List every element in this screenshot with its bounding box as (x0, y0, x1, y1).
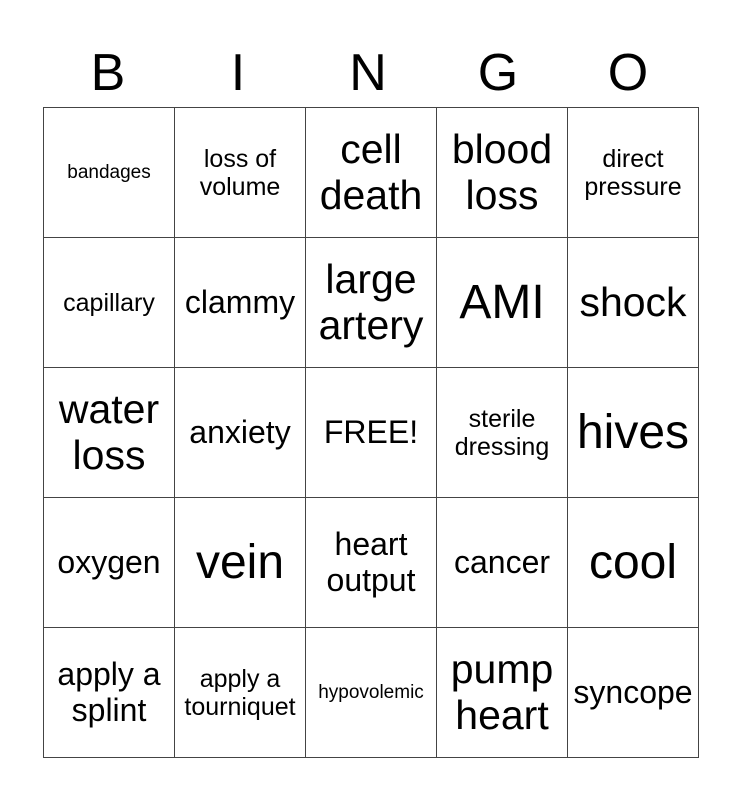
bingo-cell[interactable] (306, 238, 437, 368)
bingo-cell[interactable] (175, 108, 306, 238)
cell-label: pump heart (450, 645, 554, 738)
bingo-cell[interactable] (44, 368, 175, 498)
cell-label: vein (195, 535, 285, 589)
bingo-cell[interactable] (437, 628, 568, 758)
cell-label: apply a splint (57, 655, 161, 728)
bingo-header (43, 40, 693, 106)
cell-label: cell death (319, 125, 423, 218)
bingo-cell[interactable] (306, 628, 437, 758)
bingo-cell[interactable] (568, 628, 699, 758)
cell-label: sterile dressing (454, 404, 550, 461)
cell-label: capillary (63, 288, 155, 317)
cell-label: clammy (184, 283, 296, 320)
bingo-cell[interactable] (568, 108, 699, 238)
bingo-cell[interactable] (568, 238, 699, 368)
cell-label: anxiety (189, 413, 291, 450)
bingo-cell[interactable] (306, 498, 437, 628)
bingo-cell[interactable] (175, 498, 306, 628)
cell-label: AMI (459, 275, 545, 329)
bingo-board (43, 107, 699, 758)
header-letter-g: G (477, 44, 519, 102)
bingo-cell[interactable] (175, 238, 306, 368)
board-row (44, 368, 699, 498)
cell-label: hives (576, 405, 690, 459)
cell-label: direct pressure (584, 144, 682, 201)
free-space-cell[interactable] (306, 368, 437, 498)
header-letter-b: B (90, 44, 126, 102)
cell-label: hypovolemic (318, 681, 424, 703)
header-letter-o: O (607, 44, 649, 102)
bingo-cell[interactable] (437, 108, 568, 238)
cell-label: shock (579, 278, 687, 325)
bingo-cell[interactable] (437, 238, 568, 368)
bingo-cell[interactable] (306, 108, 437, 238)
bingo-cell[interactable] (568, 498, 699, 628)
bingo-cell[interactable] (437, 498, 568, 628)
board-row (44, 498, 699, 628)
header-letter-n: N (349, 44, 387, 102)
bingo-cell[interactable] (175, 628, 306, 758)
bingo-cell[interactable] (44, 628, 175, 758)
bingo-cell[interactable] (175, 368, 306, 498)
cell-label: oxygen (57, 543, 161, 580)
board-row (44, 628, 699, 758)
bingo-cell[interactable] (44, 238, 175, 368)
cell-label: loss of volume (199, 144, 281, 201)
cell-label: cool (588, 535, 678, 589)
cell-label: syncope (573, 673, 693, 710)
cell-label: large artery (318, 255, 424, 348)
bingo-cell[interactable] (44, 108, 175, 238)
header-letter-i: I (230, 44, 246, 102)
board-row (44, 238, 699, 368)
bingo-cell[interactable] (437, 368, 568, 498)
cell-label: apply a tourniquet (184, 664, 296, 721)
cell-label: heart output (326, 525, 416, 598)
bingo-cell[interactable] (568, 368, 699, 498)
cell-label: cancer (453, 543, 551, 580)
cell-label: blood loss (451, 125, 553, 218)
cell-label: water loss (58, 385, 160, 478)
board-row (44, 108, 699, 238)
cell-label: bandages (67, 161, 151, 183)
free-space-label: FREE! (323, 413, 419, 450)
bingo-cell[interactable] (44, 498, 175, 628)
